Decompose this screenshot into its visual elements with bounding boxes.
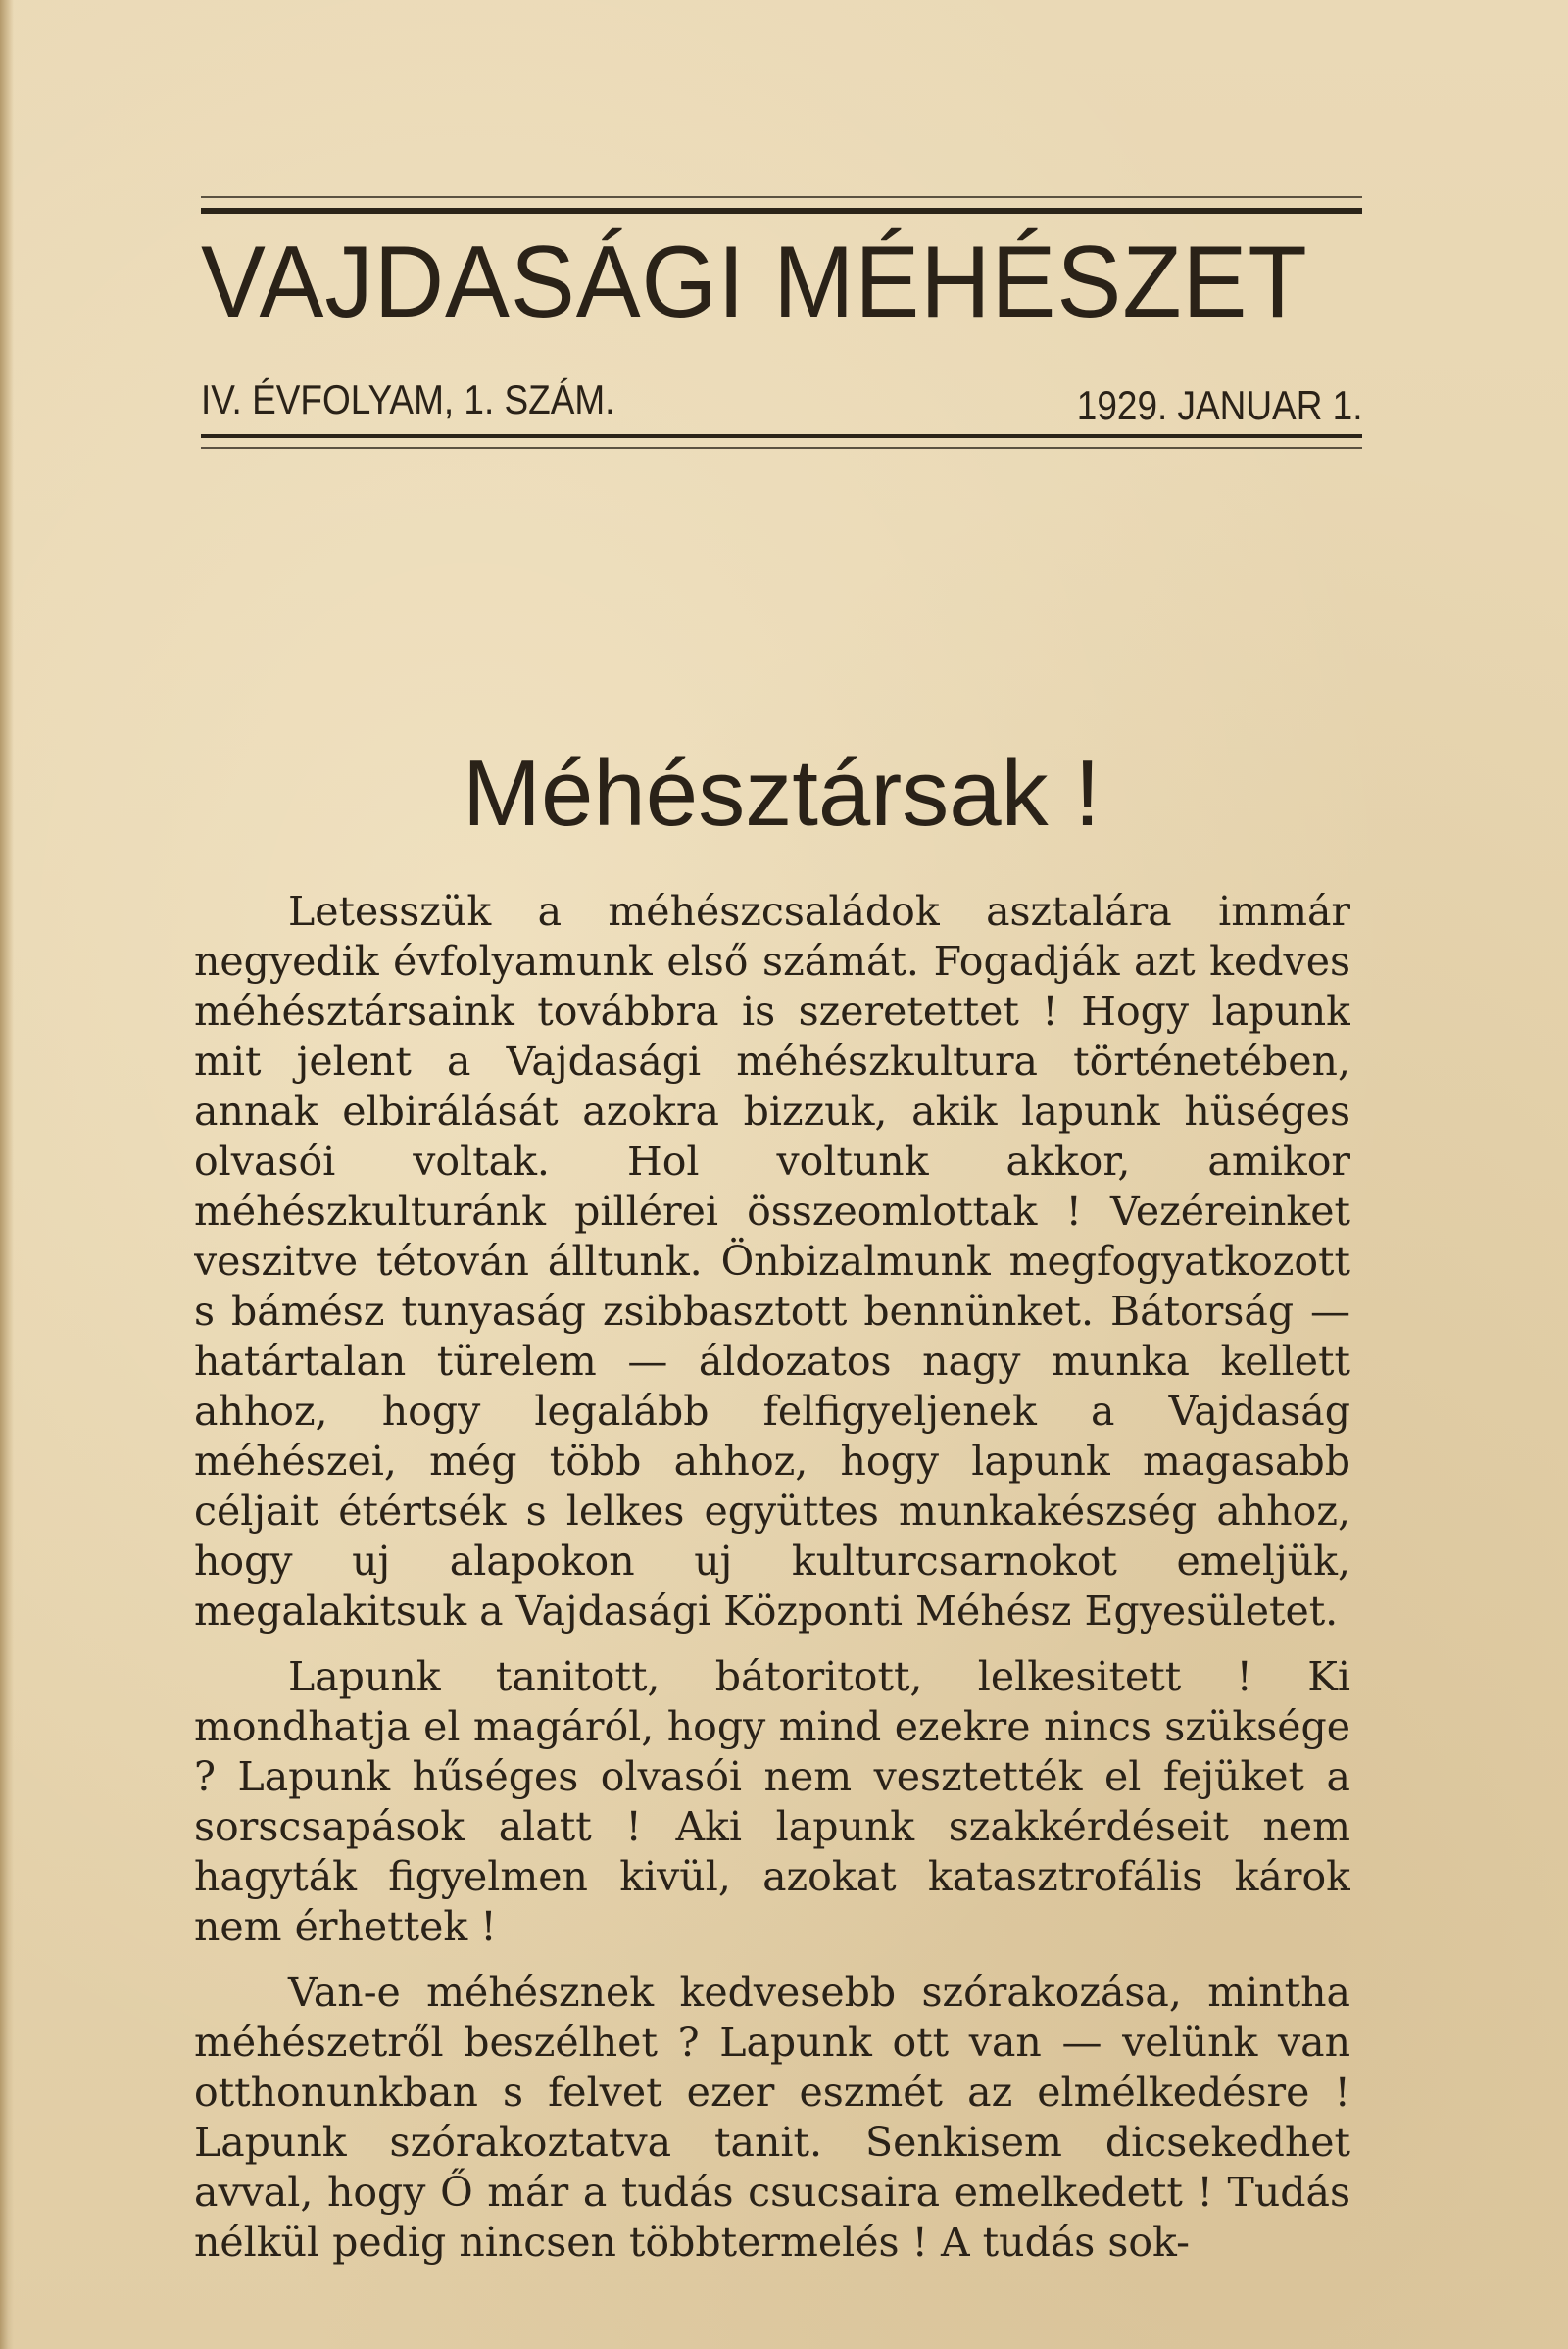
masthead-top-thin-rule: [201, 196, 1362, 198]
volume-number: IV. ÉVFOLYAM, 1. SZÁM.: [201, 376, 615, 422]
masthead-info-line: [201, 370, 1362, 429]
article-headline: Méhésztársak !: [463, 741, 1101, 846]
masthead-bottom-thin-rule: [201, 447, 1362, 449]
article-body: [194, 887, 1350, 2278]
masthead-bottom-thick-rule: [201, 434, 1362, 438]
masthead-top-thick-rule: [201, 208, 1362, 214]
page-binding-edge: [0, 0, 14, 2349]
masthead-title: VAJDASÁGI MÉHÉSZET: [201, 225, 1308, 339]
issue-date: 1929. JANUAR 1.: [1076, 382, 1362, 428]
article-paragraph: Letesszük a méhészcsaládok asztalára immár negyedik évfolyamunk első számát. Fogadják azt kedves méhésztársaink továbbra is szeretettet ! Hogy lapunk mit jelent a Vajdasági méhészkultura történetében, annak elbirálását azokra bizzuk, akik lapunk hüséges olvasói voltak. Hol voltunk akkor, amikor méhészkulturánk pillérei összeomlottak ! Vezéreinket veszitve tétován álltunk. Önbizalmunk megfogyatkozott s bámész tunyaság zsibbasztott bennünket. Bátorság — határtalan türelem — áldozatos nagy munka kellett ahhoz, hogy legalább felfigyeljenek a Vajdaság méhészei, még több ahhoz, hogy lapunk magasabb céljait étértsék s lelkes együttes munkakészség ahhoz, hogy uj alapokon uj kulturcsarnokot emeljük, megalakitsuk a Vajdasági Központi Méhész Egyesületet.: [194, 888, 1350, 1635]
article-paragraph: Van-e méhésznek kedvesebb szórakozása, mintha méhészetről beszélhet ? Lapunk ott van — velünk van otthonunkban s felvet ezer eszmét az elmélkedésre ! Lapunk szórakoztatva tanit. Senkisem dicsekedhet avval, hogy Ő már a tudás csucsaira emelkedett ! Tudás nélkül pedig nincsen többtermelés ! A tudás sok-: [194, 1969, 1350, 2266]
article-paragraph: Lapunk tanitott, bátoritott, lelkesitett ! Ki mondhatja el magáról, hogy mind ezekre nincs szüksége ? Lapunk hűséges olvasói nem vesztették el fejüket a sorscsapások alatt ! Aki lapunk szakkérdéseit nem hagyták figyelmen kivül, azokat katasztrofális károk nem érhettek !: [194, 1653, 1350, 1950]
